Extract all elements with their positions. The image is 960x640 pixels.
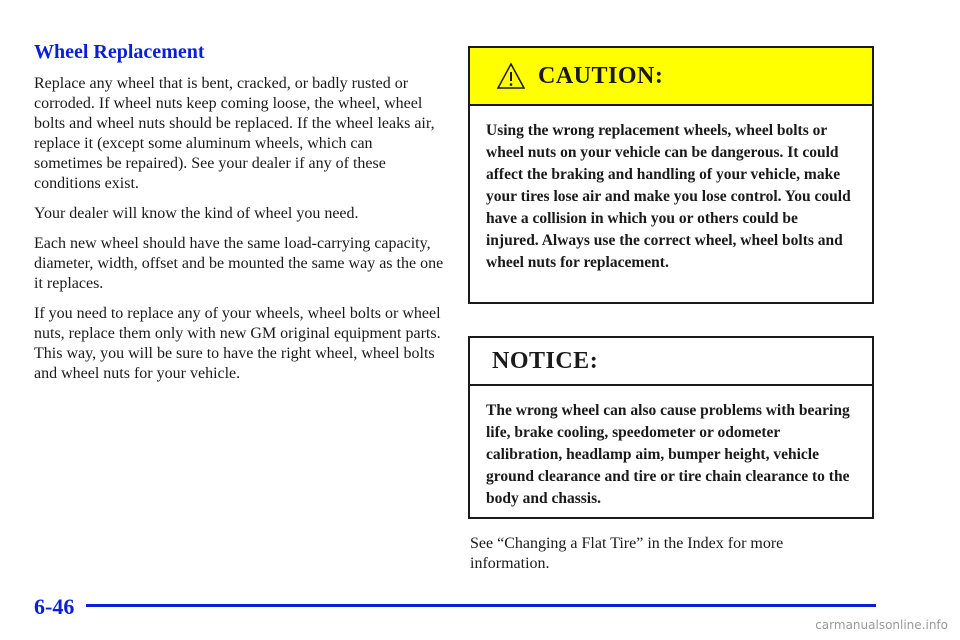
paragraph: Your dealer will know the kind of wheel you need.: [34, 205, 359, 222]
caution-heading: CAUTION:: [538, 62, 664, 89]
footer-rule: [86, 604, 876, 607]
notice-body: [470, 386, 872, 510]
notice-heading: NOTICE:: [492, 347, 599, 374]
notice-box: [468, 336, 874, 519]
page-number: 6-46: [34, 594, 75, 619]
see-also-text: See “Changing a Flat Tire” in the Index for more information.: [470, 535, 784, 572]
paragraph: Replace any wheel that is bent, cracked, or badly rusted or corroded. If wheel nuts keep coming loose, the wheel, wheel bolts and wheel nuts should be replaced. If the wheel leaks air, replace it (except some aluminum wheels, which can sometimes be repaired). See your dealer if any of these conditions exist.: [34, 75, 435, 192]
watermark: carmanualsonline.info: [815, 618, 948, 632]
paragraph: If you need to replace any of your wheels, wheel bolts or wheel nuts, replace them only with new GM original equipment parts. This way, you will be sure to have the right wheel, wheel bolts and wheel nuts for your vehicle.: [34, 305, 441, 382]
caution-text: Using the wrong replacement wheels, wheel bolts or wheel nuts on your vehicle can be dangerous. It could affect the braking and handling of your vehicle, make your tires lose air and make you lose control. You could have a collision in which you or others could be injured. Always use the correct wheel, wheel bolts and wheel nuts for replacement.: [486, 122, 851, 271]
paragraph: Each new wheel should have the same load‑carrying capacity, diameter, width, offset and be mounted the same way as the one it replaces.: [34, 235, 444, 292]
main-column: [34, 40, 444, 394]
caution-header: [470, 48, 872, 106]
warning-triangle-icon: [496, 62, 526, 90]
caution-body: [470, 106, 872, 274]
notice-header: [470, 338, 872, 386]
caution-box: [468, 46, 874, 304]
section-title: Wheel Replacement: [34, 41, 205, 63]
notice-text: The wrong wheel can also cause problems with bearing life, brake cooling, speedometer or odometer calibration, headlamp aim, bumper height, vehicle ground clearance and tire or tire chain clearance to the body and chassis.: [486, 402, 850, 507]
